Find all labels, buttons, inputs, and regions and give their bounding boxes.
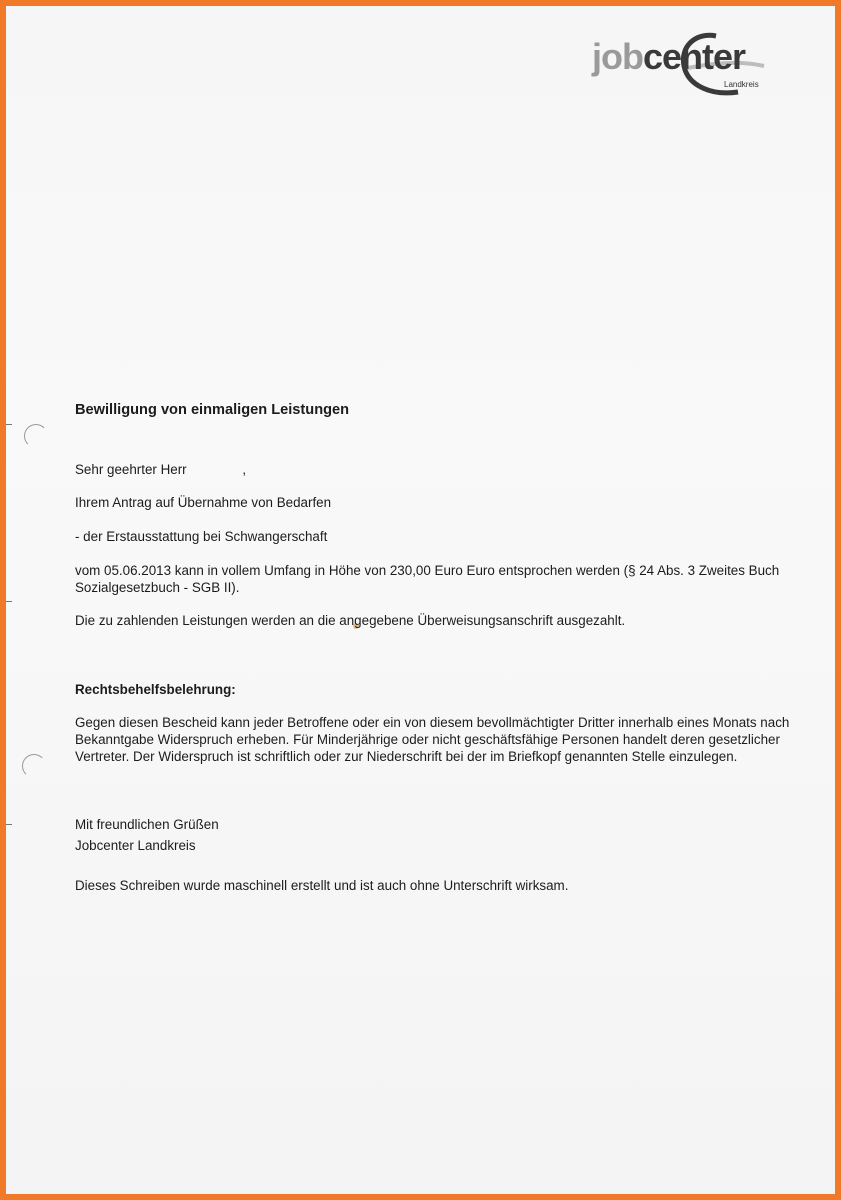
punch-hole-top bbox=[24, 424, 48, 448]
closing-line: Mit freundlichen Grüßen bbox=[75, 817, 219, 832]
redacted-district bbox=[199, 839, 261, 851]
salutation-prefix: Sehr geehrter Herr bbox=[75, 462, 187, 477]
letter-page bbox=[6, 6, 835, 1194]
fold-mark bbox=[6, 601, 12, 602]
logo-center: center bbox=[642, 36, 746, 77]
sender-prefix: Jobcenter Landkreis bbox=[75, 838, 196, 853]
logo-wordmark bbox=[592, 36, 745, 78]
fold-mark bbox=[6, 424, 12, 425]
salutation-suffix: , bbox=[242, 462, 247, 477]
approval-paragraph: vom 05.06.2013 kann in vollem Umfang in Höhe von 230,00 Euro Euro entsprochen werden (§ 24 Abs. 3 Zweites Buch Sozialgesetzbuch - SGB II). bbox=[75, 563, 780, 595]
remedy-paragraph: Gegen diesen Bescheid kann jeder Betroffene oder ein von diesem bevollmächtigter Dritter innerhalb eines Monats nach Bekanntgabe Widerspruch erheben. Für Minderjährige oder nicht geschäftsfähige Personen handelt deren gesetzlicher Vertreter. Der Widerspruch ist schriftlich oder zur Niederschrift bei der im Briefkopf genannten Stelle einzulegen. bbox=[75, 715, 790, 764]
fold-mark bbox=[6, 824, 12, 825]
logo-job: job bbox=[592, 36, 643, 77]
sender-line bbox=[75, 837, 261, 854]
intro-line: Ihrem Antrag auf Übernahme von Bedarfen bbox=[75, 495, 332, 510]
item-line: - der Erstausstattung bei Schwangerschaft bbox=[75, 529, 328, 544]
salutation bbox=[75, 461, 246, 478]
punch-hole-bottom bbox=[22, 754, 46, 778]
machine-note: Dieses Schreiben wurde maschinell erstellt und ist auch ohne Unterschrift wirksam. bbox=[75, 878, 569, 893]
remedy-heading: Rechtsbehelfsbelehrung: bbox=[75, 682, 236, 697]
redacted-name bbox=[190, 463, 242, 475]
jobcenter-logo bbox=[588, 30, 778, 98]
payment-line: Die zu zahlenden Leistungen werden an die angegebene Überweisungsanschrift ausgezahlt. bbox=[75, 613, 626, 628]
letter-subject: Bewilligung von einmaligen Leistungen bbox=[75, 402, 350, 418]
logo-subtitle: Landkreis bbox=[724, 80, 759, 89]
